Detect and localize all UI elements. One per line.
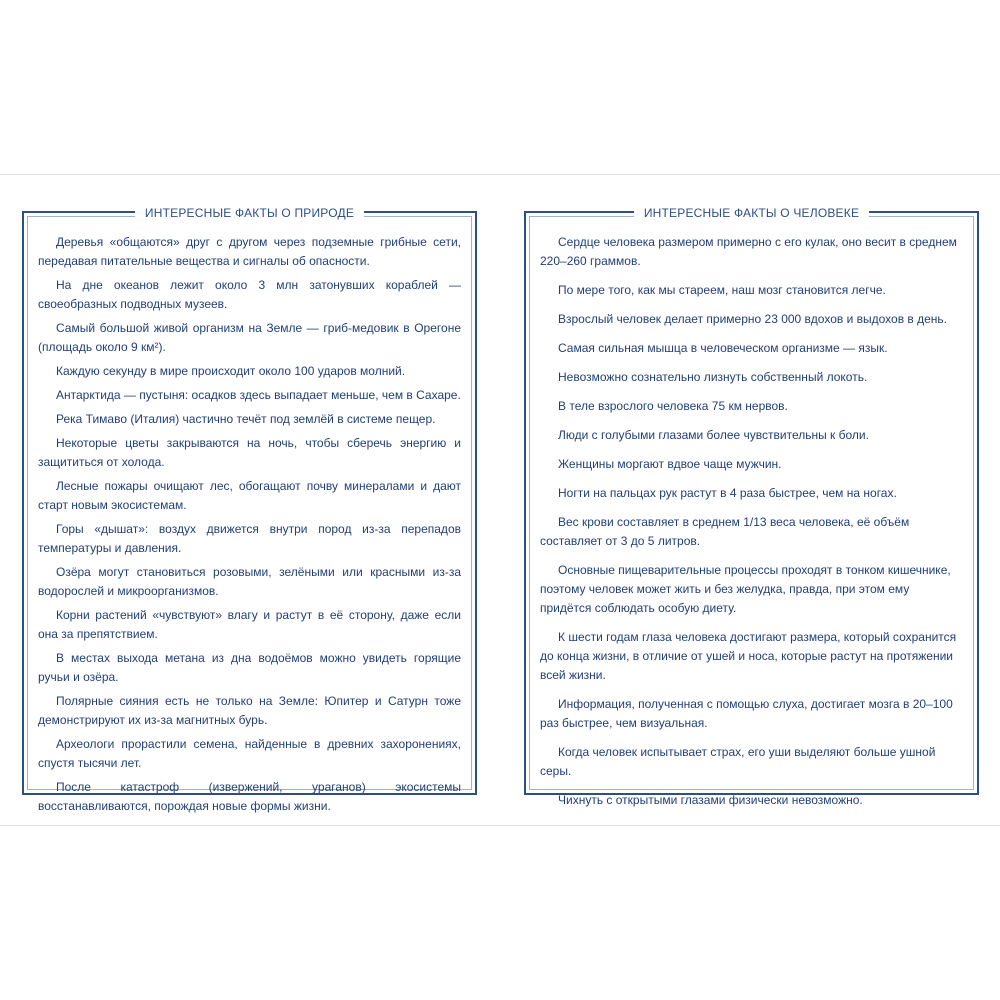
page-title-frame	[526, 204, 977, 222]
facts-list	[540, 233, 963, 820]
fact-item: Вес крови составляет в среднем 1/13 веса человека, её объём составляет от 3 до 5 литров.	[540, 515, 910, 548]
book-spread	[0, 174, 1000, 826]
fact-item: В местах выхода метана из дна водоёмов можно увидеть горящие ручьи и озёра.	[38, 651, 461, 684]
fact-item: Антарктида — пустыня: осадков здесь выпадает меньше, чем в Сахаре.	[56, 388, 461, 402]
fact-item: После катастроф (извержений, ураганов) экосистемы восстанавливаются, порождая новые формы жизни.	[38, 780, 461, 813]
page-title: ИНТЕРЕСНЫЕ ФАКТЫ О ЧЕЛОВЕКЕ	[634, 204, 869, 222]
page-title-frame	[24, 204, 475, 222]
fact-item: Чихнуть с открытыми глазами физически невозможно.	[558, 793, 863, 807]
fact-item: Когда человек испытывает страх, его уши выделяют больше ушной серы.	[540, 745, 936, 778]
fact-item: По мере того, как мы стареем, наш мозг становится легче.	[558, 283, 886, 297]
fact-item: Каждую секунду в мире происходит около 100 ударов молний.	[56, 364, 406, 378]
page-title: ИНТЕРЕСНЫЕ ФАКТЫ О ПРИРОДЕ	[135, 204, 364, 222]
fact-item: К шести годам глаза человека достигают размера, который сохранится до конца жизни, в отличие от ушей и носа, которые растут на протяжении всей жизни.	[540, 630, 957, 682]
fact-item: Некоторые цветы закрываются на ночь, чтобы сберечь энергию и защититься от холода.	[38, 436, 461, 469]
fact-item: Ногти на пальцах рук растут в 4 раза быстрее, чем на ногах.	[558, 486, 897, 500]
page-human-facts	[524, 206, 979, 807]
fact-item: Полярные сияния есть не только на Земле: Юпитер и Сатурн тоже демонстрируют их из-за магнитных бурь.	[38, 694, 461, 727]
fact-item: Взрослый человек делает примерно 23 000 вдохов и выдохов в день.	[558, 312, 948, 326]
fact-item: Самый большой живой организм на Земле — гриб-медовик в Орегоне (площадь около 9 км²).	[38, 321, 461, 354]
fact-item: В теле взрослого человека 75 км нервов.	[558, 399, 788, 413]
fact-item: Лесные пожары очищают лес, обогащают почву минералами и дают старт новым экосистемам.	[38, 479, 461, 512]
fact-item: Основные пищеварительные процессы проходят в тонком кишечнике, поэтому человек может жить и без желудка, правда, при этом ему придётся соблюдать особую диету.	[540, 563, 951, 615]
fact-item: Река Тимаво (Италия) частично течёт под землёй в системе пещер.	[56, 412, 436, 426]
facts-list	[38, 233, 461, 821]
fact-item: Женщины моргают вдвое чаще мужчин.	[558, 457, 782, 471]
fact-item: Информация, полученная с помощью слуха, достигает мозга в 20–100 раз быстрее, чем визуальная.	[540, 697, 953, 730]
fact-item: Деревья «общаются» друг с другом через подземные грибные сети, передавая питательные вещества и сигналы об опасности.	[38, 235, 461, 268]
fact-item: На дне океанов лежит около 3 млн затонувших кораблей — своеобразных подводных музеев.	[38, 278, 461, 311]
fact-item: Сердце человека размером примерно с его кулак, оно весит в среднем 220–260 граммов.	[540, 235, 957, 268]
fact-item: Корни растений «чувствуют» влагу и растут в её сторону, даже если она за препятствием.	[38, 608, 461, 641]
fact-item: Озёра могут становиться розовыми, зелёными или красными из-за водорослей и микроорганизмов.	[38, 565, 461, 598]
fact-item: Невозможно сознательно лизнуть собственный локоть.	[558, 370, 868, 384]
fact-item: Самая сильная мышца в человеческом организме — язык.	[558, 341, 888, 355]
page-nature-facts	[22, 206, 477, 813]
fact-item: Люди с голубыми глазами более чувствительны к боли.	[558, 428, 869, 442]
fact-item: Горы «дышат»: воздух движется внутри пород из-за перепадов температуры и давления.	[38, 522, 461, 555]
fact-item: Археологи прорастили семена, найденные в древних захоронениях, спустя тысячи лет.	[38, 737, 461, 770]
